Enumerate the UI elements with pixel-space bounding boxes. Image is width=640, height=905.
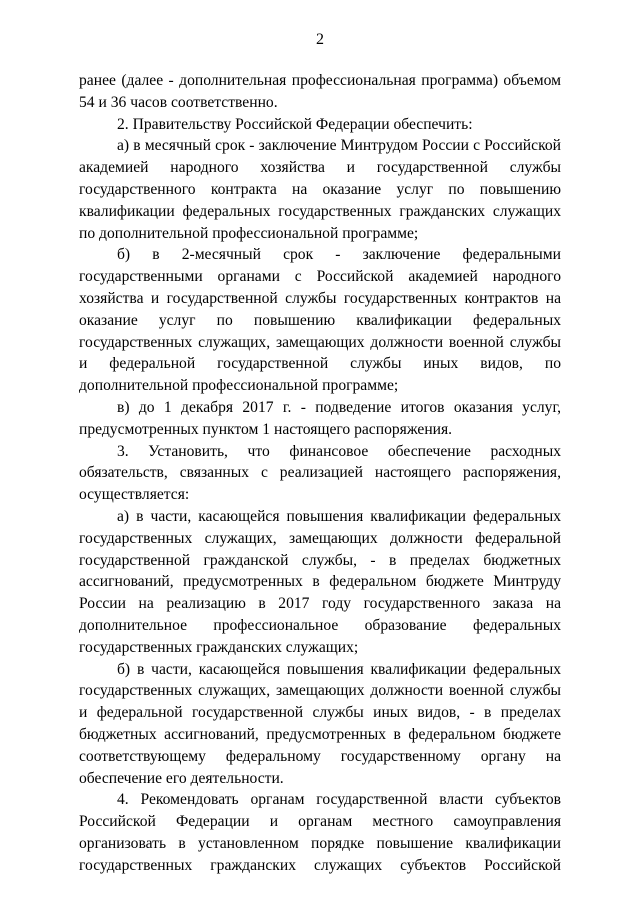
- paragraph-item-2v: в) до 1 декабря 2017 г. - подведение итогов оказания услуг, предусмотренных пунктом 1 настоящего распоряжения.: [79, 398, 561, 438]
- paragraph-item-2: 2. Правительству Российской Федерации обеспечить:: [117, 115, 473, 133]
- document-body: [79, 70, 561, 876]
- paragraph-item-3b: б) в части, касающейся повышения квалификации федеральных государственных служащих, замещающих должности военной службы и федеральной государственной службы иных видов, - в пределах бюджетных ассигнований, предусмотренных в федеральном бюджете соответствующему федеральному государственному органу на обеспечение его деятельности.: [79, 660, 561, 787]
- paragraph-item-3a: а) в части, касающейся повышения квалификации федеральных государственных служащих, замещающих должности федеральной государственной гражданской службы, - в пределах бюджетных ассигнований, предусмотренных в федеральном бюджете Минтруду России на реализацию в 2017 году государственного заказа на дополнительное профессиональное образование федеральных государственных гражданских служащих;: [79, 507, 561, 656]
- paragraph-item-2a: а) в месячный срок - заключение Минтрудом России с Российской академией народного хозяйства и государственной службы государственного контракта на оказание услуг по повышению квалификации федеральных государственных гражданских служащих по дополнительной профессиональной программе;: [79, 137, 561, 242]
- page-number: 2: [316, 31, 324, 48]
- paragraph-item-2b: б) в 2-месячный срок - заключение федеральными государственными органами с Российской академией народного хозяйства и государственной службы государственных контрактов на оказание услуг по повышению квалификации федеральных государственных служащих, замещающих должности военной службы и федеральной государственной службы иных видов, по дополнительной профессиональной программе;: [79, 246, 561, 395]
- paragraph-item-3: 3. Установить, что финансовое обеспечение расходных обязательств, связанных с реализацией настоящего распоряжения, осуществляется:: [79, 442, 561, 504]
- document-page: [79, 0, 561, 905]
- paragraph-continuation: ранее (далее - дополнительная профессиональная программа) объемом 54 и 36 часов соответственно.: [79, 72, 561, 111]
- paragraph-item-4: 4. Рекомендовать органам государственной власти субъектов Российской Федерации и органам местного самоуправления организовать в установленном порядке повышение квалификации государственных гражданских служащих субъектов Российской: [79, 791, 561, 874]
